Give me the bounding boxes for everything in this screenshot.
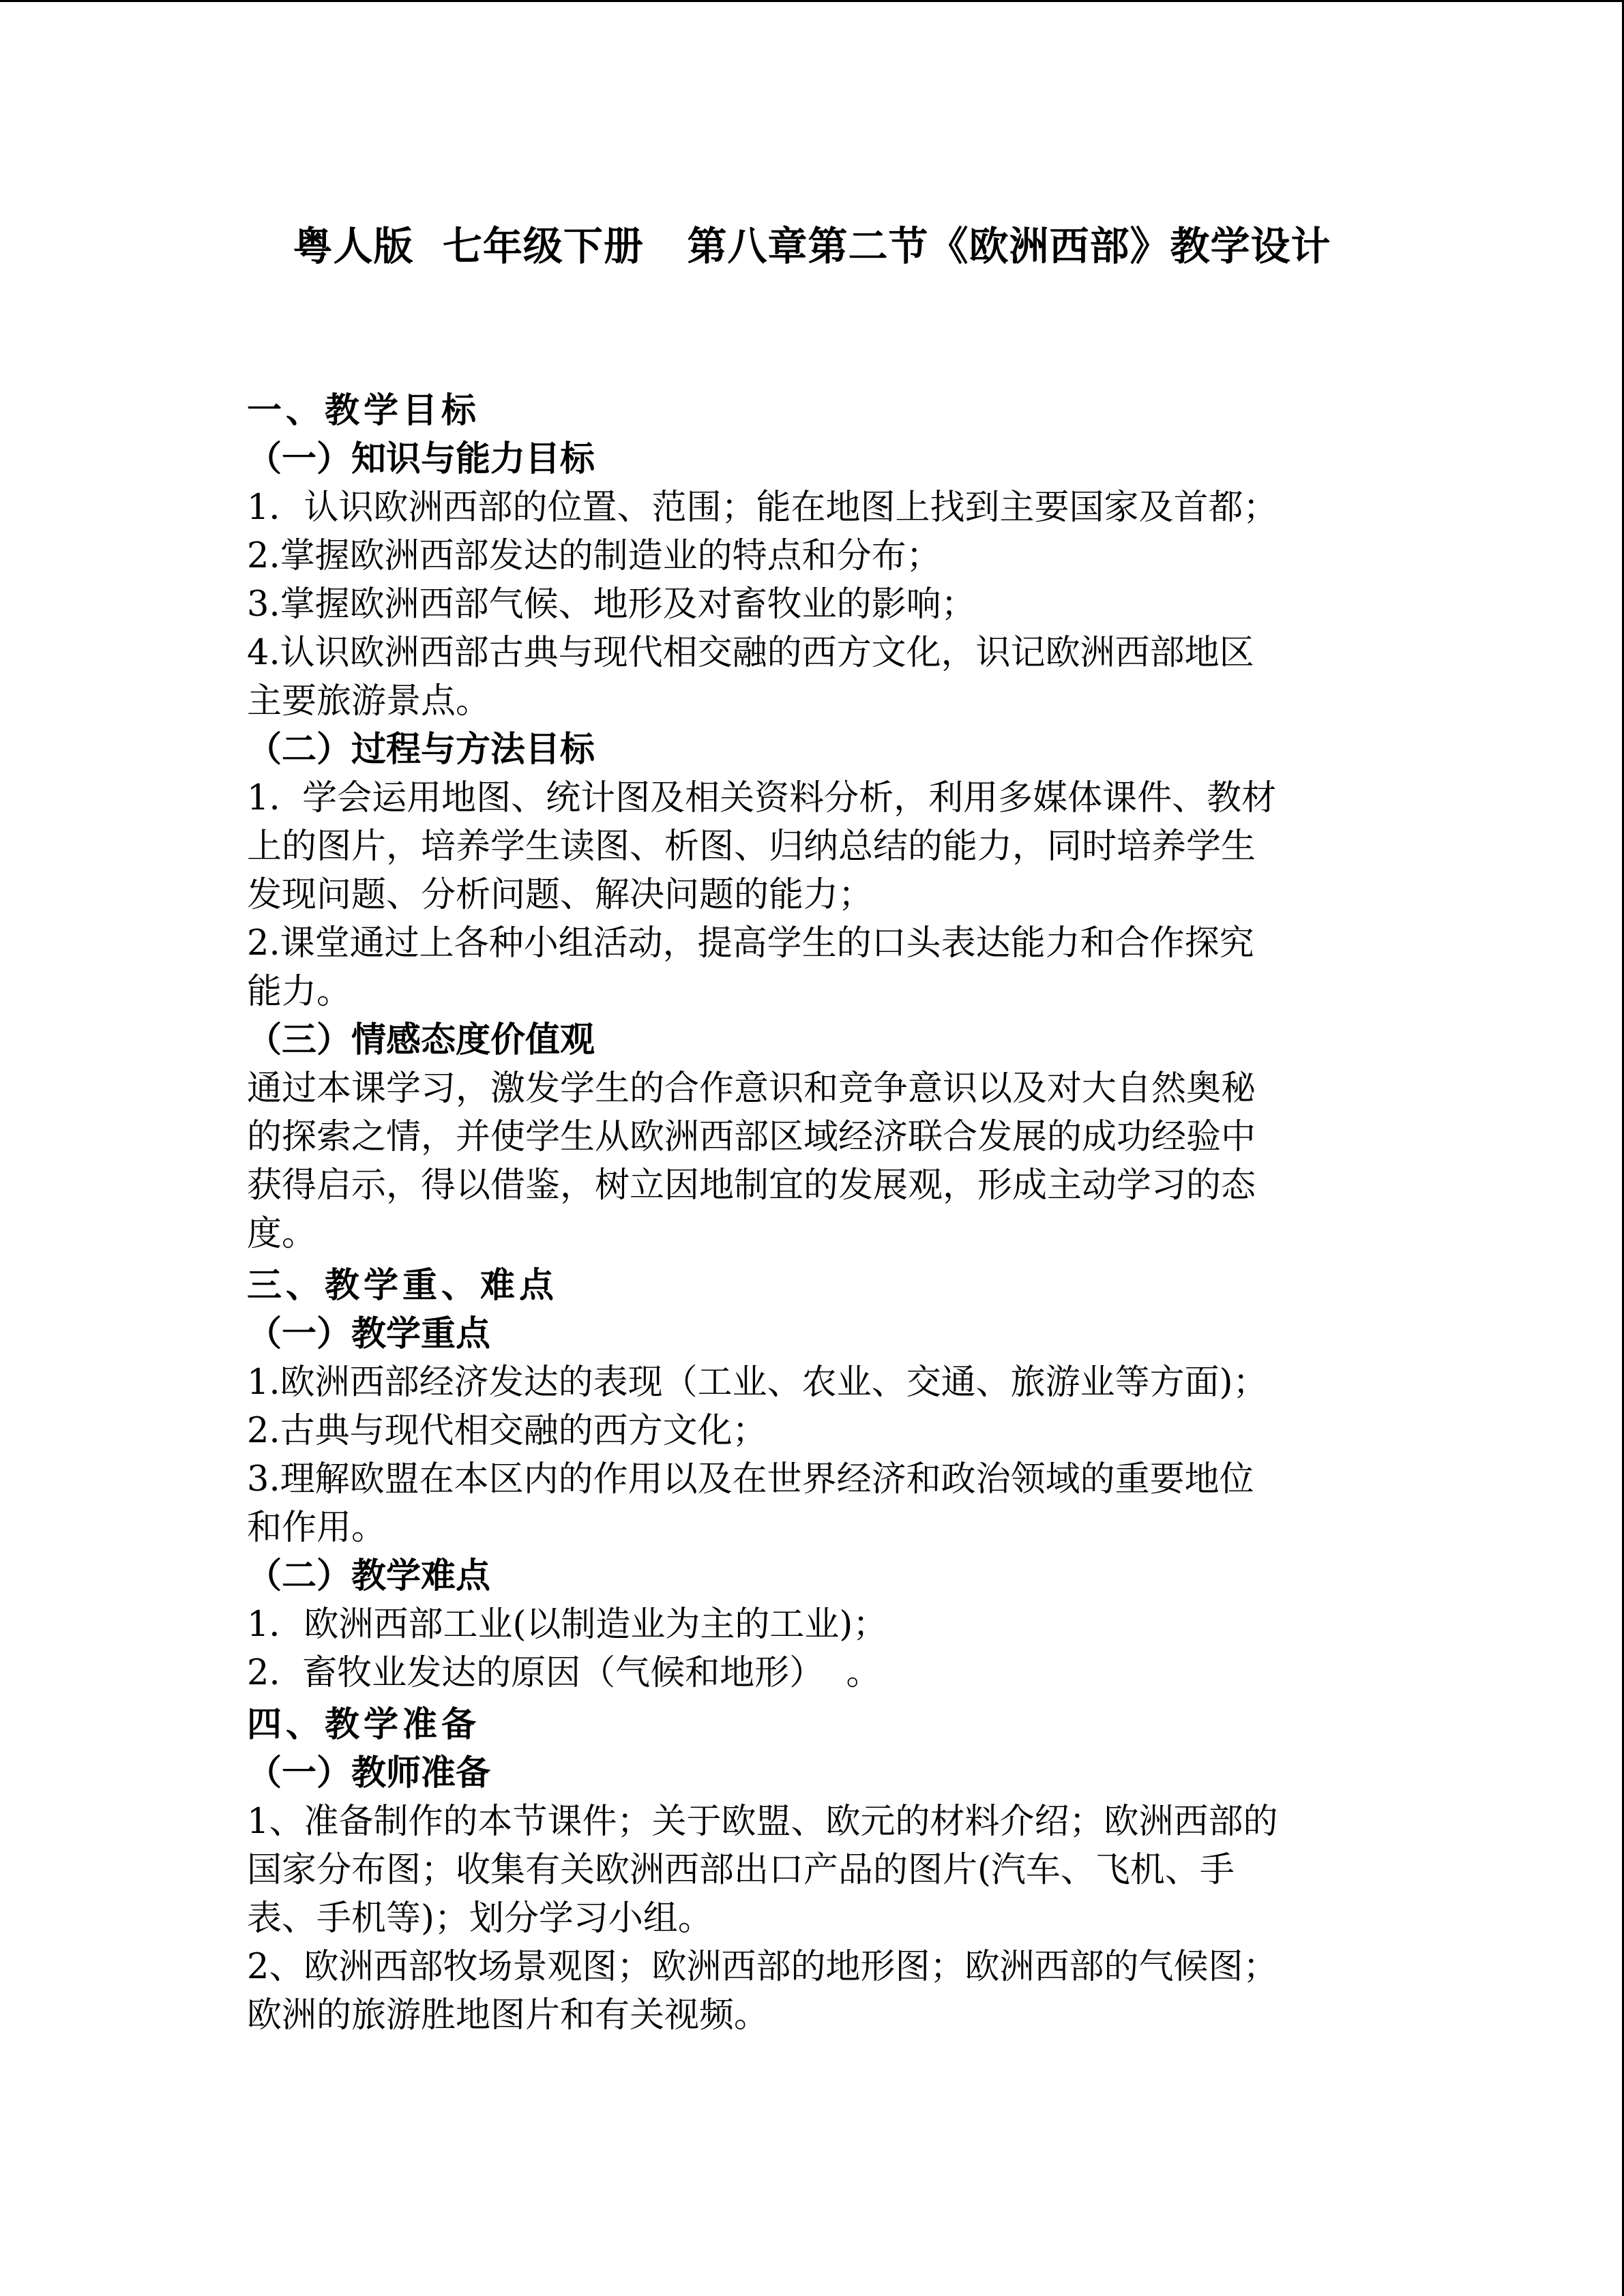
document-title: 粤人版 七年级下册 第八章第二节《欧洲西部》教学设计: [293, 223, 1331, 269]
body-line: 3.理解欧盟在本区内的作用以及在世界经济和政治领域的重要地位: [247, 1459, 1254, 1500]
body-line: 4.认识欧洲西部古典与现代相交融的西方文化，识记欧洲西部地区: [247, 633, 1254, 673]
body-line: 2. 畜牧业发达的原因（气候和地形） 。: [247, 1653, 881, 1693]
body-line: 发现问题、分析问题、解决问题的能力；: [247, 875, 874, 915]
body-line: 2、欧洲西部牧场景观图；欧洲西部的地形图；欧洲西部的气候图；: [247, 1947, 1278, 1987]
body-line: 3.掌握欧洲西部气候、地形及对畜牧业的影响；: [247, 584, 976, 625]
document-body: [247, 387, 1379, 2040]
subsection-heading-process: （二）过程与方法目标: [247, 729, 595, 770]
body-line: 和作用。: [247, 1508, 387, 1548]
body-line: 1．认识欧洲西部的位置、范围；能在地图上找到主要国家及首都；: [247, 488, 1278, 528]
subsection-heading-difficulties: （二）教学难点: [247, 1555, 491, 1596]
body-line: 1、准备制作的本节课件；关于欧盟、欧元的材料介绍；欧洲西部的: [247, 1802, 1278, 1842]
body-line: 2.掌握欧洲西部发达的制造业的特点和分布；: [247, 536, 941, 576]
section-heading-preparation: 四、教学准备: [247, 1704, 481, 1745]
body-line: 表、手机等)；划分学习小组。: [247, 1898, 713, 1939]
body-line: 通过本课学习，激发学生的合作意识和竞争意识以及对大自然奥秘: [247, 1069, 1256, 1109]
body-line: 1. 学会运用地图、统计图及相关资料分析，利用多媒体课件、教材: [247, 778, 1277, 818]
body-line: 度。: [247, 1214, 317, 1254]
subsection-heading-values: （三）情感态度价值观: [247, 1019, 595, 1060]
subsection-heading-knowledge: （一）知识与能力目标: [247, 438, 595, 479]
body-line: 2.课堂通过上各种小组活动，提高学生的口头表达能力和合作探究: [247, 923, 1254, 964]
body-line: 欧洲的旅游胜地图片和有关视频。: [247, 1995, 769, 2036]
body-line: 的探索之情，并使学生从欧洲西部区域经济联合发展的成功经验中: [247, 1117, 1256, 1157]
body-line: 2.古典与现代相交融的西方文化；: [247, 1411, 767, 1451]
body-line: 国家分布图；收集有关欧洲西部出口产品的图片(汽车、飞机、手: [247, 1850, 1235, 1890]
section-heading-objectives: 一、教学目标: [247, 390, 481, 431]
body-line: 1.欧洲西部经济发达的表现（工业、农业、交通、旅游业等方面)；: [247, 1362, 1268, 1403]
subsection-heading-teacher-prep: （一）教师准备: [247, 1753, 491, 1793]
subsection-heading-focus: （一）教学重点: [247, 1313, 491, 1354]
body-line: 1．欧洲西部工业(以制造业为主的工业)；: [247, 1605, 888, 1645]
section-heading-key-points: 三、教学重、难点: [247, 1265, 559, 1306]
body-line: 获得启示，得以借鉴，树立因地制宜的发展观，形成主动学习的态: [247, 1165, 1256, 1206]
body-line: 上的图片，培养学生读图、析图、归纳总结的能力，同时培养学生: [247, 826, 1256, 867]
body-line: 主要旅游景点。: [247, 681, 491, 721]
body-line: 能力。: [247, 972, 352, 1012]
